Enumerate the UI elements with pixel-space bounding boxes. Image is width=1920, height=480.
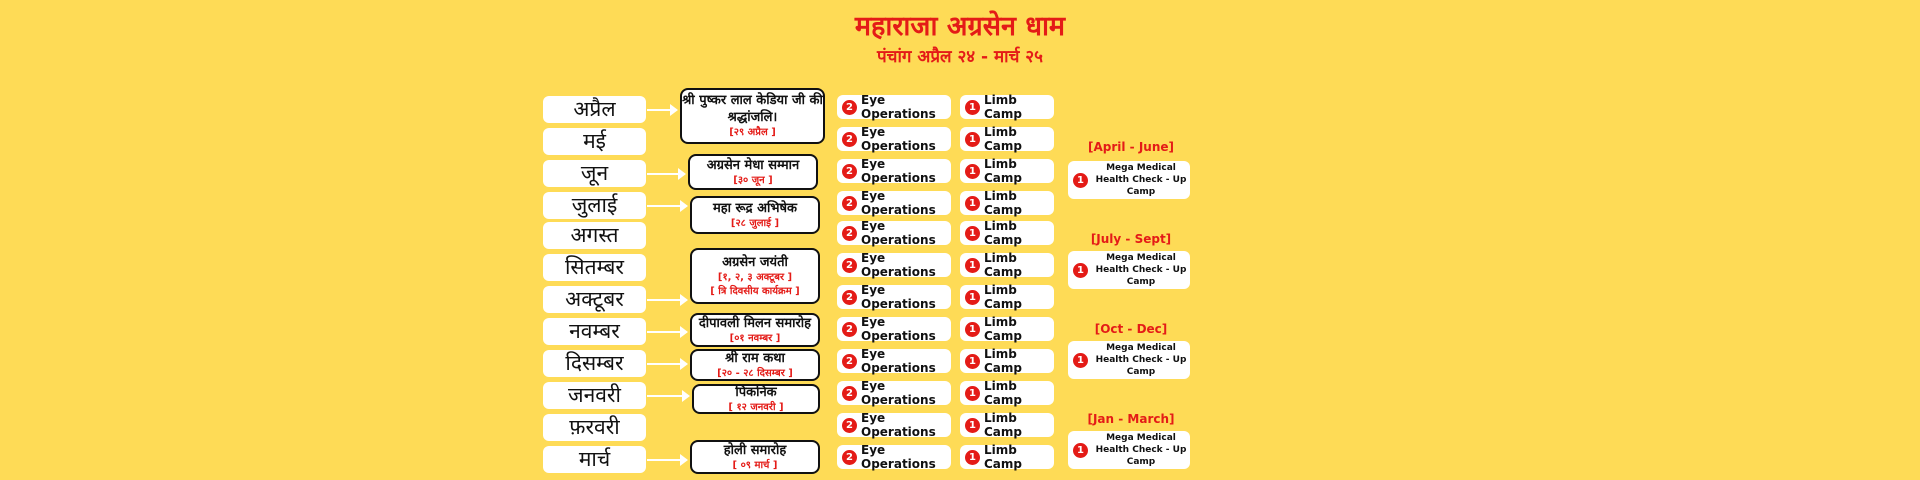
event-card (690, 313, 820, 347)
limb-camp-pill (960, 221, 1054, 245)
event-card (690, 440, 820, 474)
limb-camp-pill (960, 127, 1054, 151)
eye-operations-label: Eye Operations (861, 125, 936, 153)
limb-camp-pill (960, 317, 1054, 341)
limb-camp-label: Limb Camp (984, 411, 1022, 439)
limb-camp-label: Limb Camp (984, 157, 1022, 185)
count-badge: 2 (842, 290, 857, 305)
count-badge: 2 (842, 196, 857, 211)
count-badge: 1 (965, 354, 980, 369)
limb-camp-pill (960, 381, 1054, 405)
limb-camp-label: Limb Camp (984, 189, 1022, 217)
month-label: फ़रवरी (543, 414, 646, 441)
month-label: सितम्बर (543, 254, 646, 281)
eye-operations-label: Eye Operations (861, 379, 936, 407)
limb-camp-pill (960, 191, 1054, 215)
mega-camp-card (1068, 251, 1190, 289)
page-title: महाराजा अग्रसेन धाम (854, 11, 1066, 42)
event-date: [२० - २८ दिसम्बर ] (717, 367, 793, 379)
limb-camp-label: Limb Camp (984, 315, 1022, 343)
eye-operations-label: Eye Operations (861, 283, 936, 311)
quarter-label: [Oct - Dec] (1094, 322, 1168, 336)
eye-operations-label: Eye Operations (861, 251, 936, 279)
limb-camp-label: Limb Camp (984, 219, 1022, 247)
mega-camp-text: Mega Medical Health Check - Up Camp (1095, 163, 1187, 197)
count-badge: 1 (1073, 443, 1088, 458)
event-note: [ त्रि दिवसीय कार्यक्रम ] (710, 285, 800, 297)
event-title: श्री पुष्कर लाल केडिया जी की श्रद्धांजलि। (682, 93, 823, 125)
eye-operations-label: Eye Operations (861, 347, 936, 375)
event-title: पिकनिक (735, 384, 777, 400)
count-badge: 1 (965, 418, 980, 433)
event-title: होली समारोह (723, 442, 787, 458)
event-card (690, 248, 820, 304)
eye-operations-pill (837, 127, 951, 151)
count-badge: 2 (842, 386, 857, 401)
eye-operations-label: Eye Operations (861, 219, 936, 247)
count-badge: 2 (842, 418, 857, 433)
limb-camp-pill (960, 349, 1054, 373)
arrow-connector (647, 205, 682, 207)
mega-camp-text: Mega Medical Health Check - Up Camp (1095, 343, 1187, 377)
eye-operations-pill (837, 413, 951, 437)
eye-operations-pill (837, 221, 951, 245)
limb-camp-label: Limb Camp (984, 443, 1022, 471)
count-badge: 1 (965, 450, 980, 465)
page-subtitle: पंचांग अप्रैल २४ - मार्च २५ (877, 47, 1043, 67)
month-label: मई (543, 128, 646, 155)
quarter-label: [April - June] (1087, 140, 1174, 154)
month-label: दिसम्बर (543, 350, 646, 377)
month-label: जनवरी (543, 382, 646, 409)
count-badge: 2 (842, 100, 857, 115)
month-label: अक्टूबर (543, 286, 646, 313)
count-badge: 1 (965, 164, 980, 179)
arrow-connector (647, 395, 684, 397)
event-date: [०१ नवम्बर ] (729, 332, 781, 344)
eye-operations-label: Eye Operations (861, 189, 936, 217)
eye-operations-pill (837, 191, 951, 215)
limb-camp-pill (960, 95, 1054, 119)
limb-camp-pill (960, 445, 1054, 469)
event-date: [२९ अप्रैल ] (729, 127, 776, 138)
month-label: नवम्बर (543, 318, 646, 345)
arrow-connector (647, 109, 672, 111)
count-badge: 1 (1073, 353, 1088, 368)
quarter-label: [July - Sept] (1090, 232, 1172, 246)
event-title: श्री राम कथा (725, 350, 785, 366)
mega-camp-card (1068, 161, 1190, 199)
limb-camp-pill (960, 285, 1054, 309)
count-badge: 2 (842, 164, 857, 179)
limb-camp-label: Limb Camp (984, 125, 1022, 153)
eye-operations-pill (837, 317, 951, 341)
count-badge: 2 (842, 354, 857, 369)
eye-operations-pill (837, 95, 951, 119)
month-label: जून (543, 160, 646, 187)
event-card (690, 196, 820, 234)
limb-camp-pill (960, 253, 1054, 277)
count-badge: 1 (965, 100, 980, 115)
mega-camp-card (1068, 431, 1190, 469)
event-date: [३० जून ] (733, 174, 773, 186)
month-label: जुलाई (543, 192, 646, 219)
count-badge: 1 (965, 132, 980, 147)
arrow-connector (647, 331, 682, 333)
event-date: [ ०९ मार्च ] (732, 459, 778, 471)
eye-operations-label: Eye Operations (861, 157, 936, 185)
month-label: अप्रैल (543, 96, 646, 123)
eye-operations-pill (837, 349, 951, 373)
eye-operations-pill (837, 381, 951, 405)
event-date: [२८ जुलाई ] (730, 217, 780, 229)
event-title: अग्रसेन जयंती (722, 254, 788, 270)
count-badge: 1 (965, 196, 980, 211)
eye-operations-label: Eye Operations (861, 443, 936, 471)
count-badge: 1 (1073, 173, 1088, 188)
count-badge: 2 (842, 226, 857, 241)
eye-operations-label: Eye Operations (861, 93, 936, 121)
eye-operations-pill (837, 445, 951, 469)
arrow-connector (647, 173, 680, 175)
arrow-connector (647, 459, 682, 461)
event-date: [१, २, ३ अक्टूबर ] (717, 271, 793, 283)
month-label: मार्च (543, 446, 646, 473)
limb-camp-label: Limb Camp (984, 379, 1022, 407)
mega-camp-text: Mega Medical Health Check - Up Camp (1095, 253, 1187, 287)
eye-operations-label: Eye Operations (861, 411, 936, 439)
count-badge: 1 (965, 386, 980, 401)
limb-camp-pill (960, 159, 1054, 183)
eye-operations-pill (837, 285, 951, 309)
eye-operations-pill (837, 253, 951, 277)
limb-camp-label: Limb Camp (984, 347, 1022, 375)
event-card (690, 349, 820, 381)
event-card (680, 88, 825, 144)
eye-operations-pill (837, 159, 951, 183)
event-title: महा रूद्र अभिषेक (712, 200, 798, 216)
event-card (688, 154, 818, 190)
mega-camp-card (1068, 341, 1190, 379)
arrow-connector (647, 299, 682, 301)
event-title: दीपावली मिलन समारोह (698, 315, 812, 331)
count-badge: 1 (965, 226, 980, 241)
month-label: अगस्त (543, 222, 646, 249)
count-badge: 2 (842, 132, 857, 147)
limb-camp-label: Limb Camp (984, 251, 1022, 279)
limb-camp-label: Limb Camp (984, 93, 1022, 121)
quarter-label: [Jan - March] (1087, 412, 1175, 426)
count-badge: 2 (842, 322, 857, 337)
event-card (692, 384, 820, 414)
count-badge: 2 (842, 450, 857, 465)
eye-operations-label: Eye Operations (861, 315, 936, 343)
limb-camp-pill (960, 413, 1054, 437)
count-badge: 2 (842, 258, 857, 273)
arrow-connector (647, 363, 682, 365)
mega-camp-text: Mega Medical Health Check - Up Camp (1095, 433, 1187, 467)
event-title: अग्रसेन मेधा सम्मान (706, 157, 800, 173)
count-badge: 1 (965, 258, 980, 273)
count-badge: 1 (965, 322, 980, 337)
count-badge: 1 (1073, 263, 1088, 278)
count-badge: 1 (965, 290, 980, 305)
limb-camp-label: Limb Camp (984, 283, 1022, 311)
event-date: [ १२ जनवरी ] (728, 401, 784, 413)
